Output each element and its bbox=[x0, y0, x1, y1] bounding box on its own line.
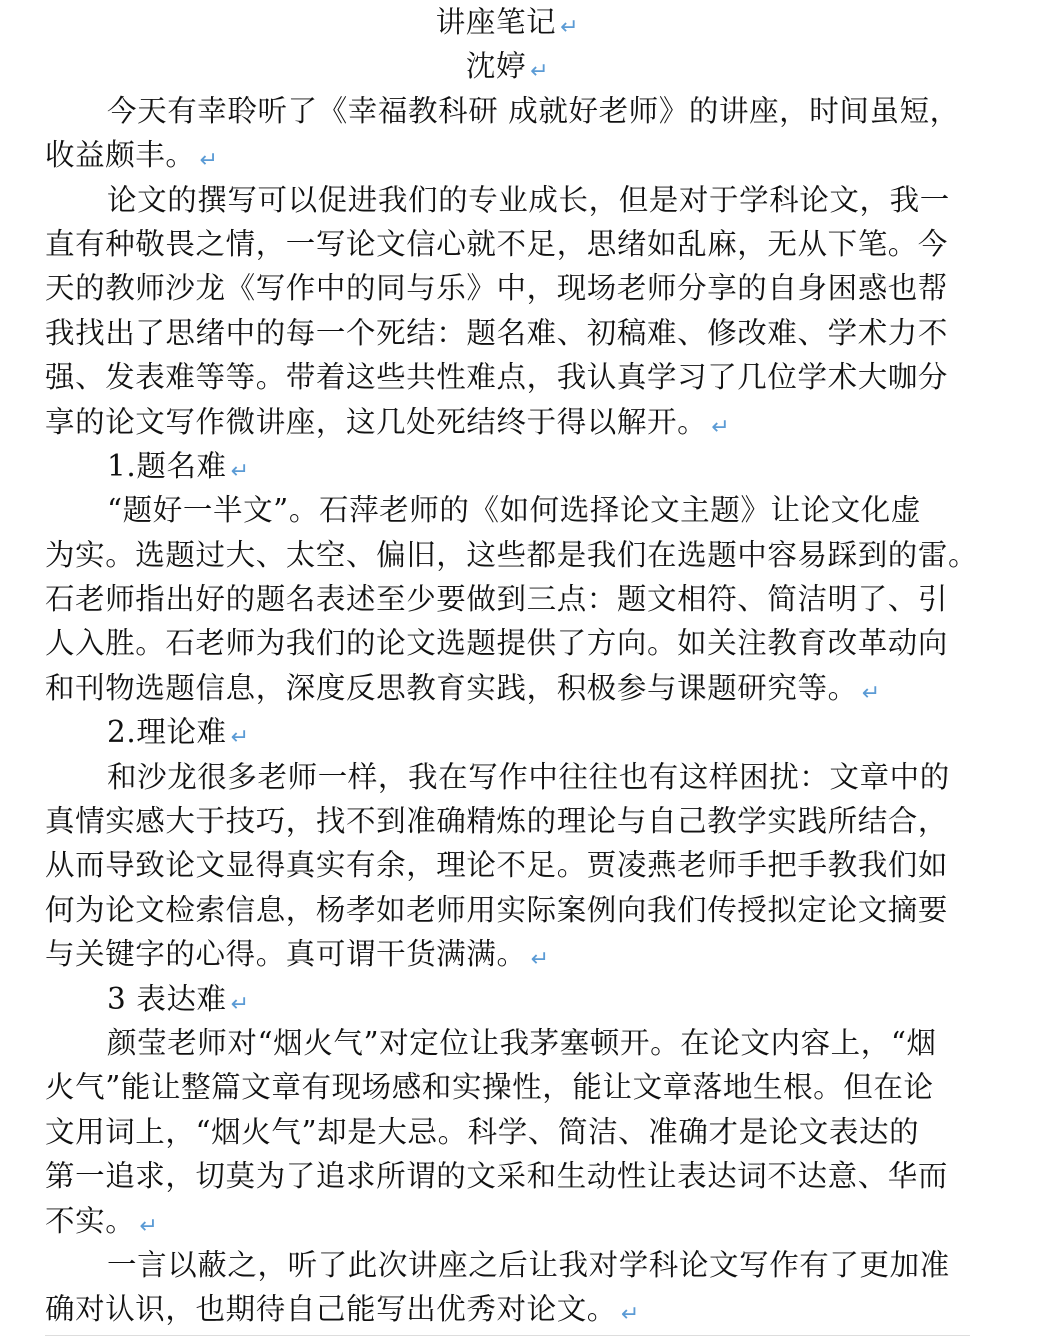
line-text: 3 表达难 bbox=[107, 981, 227, 1016]
line-text: 享的论文写作微讲座，这几处死结终于得以解开。 bbox=[45, 404, 708, 439]
line-text: 天的教师沙龙《写作中的同与乐》中，现场老师分享的自身困惑也帮 bbox=[45, 271, 949, 306]
line-text: 真情实感大于技巧，找不到准确精炼的理论与自己教学实践所结合， bbox=[45, 804, 949, 839]
paragraph-mark-icon: ↵ bbox=[530, 947, 550, 973]
line-text: 石老师指出好的题名表述至少要做到三点：题文相符、简洁明了、引 bbox=[45, 582, 949, 617]
line-text: 人入胜。石老师为我们的论文选题提供了方向。如关注教育改革动向 bbox=[45, 626, 949, 661]
page-bottom-divider bbox=[45, 1335, 970, 1336]
line-text: 论文的撰写可以促进我们的专业成长，但是对于学科论文，我一 bbox=[107, 182, 950, 217]
text-line bbox=[45, 843, 970, 887]
paragraph-mark-icon: ↵ bbox=[530, 59, 550, 85]
paragraph-mark-icon: ↵ bbox=[139, 1213, 159, 1239]
text-line bbox=[45, 1065, 970, 1109]
line-text: 为实。选题过大、太空、偏旧，这些都是我们在选题中容易踩到的雷。 bbox=[45, 537, 979, 572]
text-line bbox=[45, 1199, 970, 1243]
paragraph-mark-icon: ↵ bbox=[711, 414, 731, 440]
line-text: 与关键字的心得。真可谓干货满满。 bbox=[45, 937, 527, 972]
text-line bbox=[45, 577, 970, 621]
paragraph-mark-icon: ↵ bbox=[560, 15, 580, 40]
text-line bbox=[45, 355, 970, 399]
paragraph-mark-icon: ↵ bbox=[620, 1302, 640, 1328]
line-text: 确对认识，也期待自己能写出优秀对论文。 bbox=[45, 1292, 617, 1327]
paragraph-mark-icon: ↵ bbox=[861, 680, 881, 706]
text-line bbox=[45, 932, 970, 976]
paragraph-mark-icon: ↵ bbox=[230, 991, 250, 1017]
text-line bbox=[45, 888, 970, 932]
text-line bbox=[45, 133, 970, 177]
text-line bbox=[45, 533, 979, 577]
text-line bbox=[45, 666, 970, 710]
text-line bbox=[45, 1287, 970, 1331]
text-line bbox=[45, 89, 970, 133]
text-line bbox=[45, 1110, 970, 1154]
line-text: 2.理论难 bbox=[107, 715, 227, 750]
line-text: 沈婷 bbox=[465, 49, 527, 84]
line-text: 颜莹老师对“烟火气”对定位让我茅塞顿开。在论文内容上，“烟 bbox=[107, 1025, 937, 1060]
line-text: 火气”能让整篇文章有现场感和实操性，能让文章落地生根。但在论 bbox=[45, 1070, 934, 1105]
text-line bbox=[45, 222, 970, 266]
text-line bbox=[45, 488, 970, 532]
text-line bbox=[45, 710, 970, 754]
line-text: 讲座笔记 bbox=[435, 5, 557, 39]
text-line bbox=[45, 444, 970, 488]
text-line bbox=[45, 977, 970, 1021]
line-text: 从而导致论文显得真实有余，理论不足。贾凌燕老师手把手教我们如 bbox=[45, 848, 949, 883]
line-text: 一言以蔽之，听了此次讲座之后让我对学科论文写作有了更加准 bbox=[107, 1247, 950, 1282]
text-line bbox=[45, 755, 970, 799]
line-text: “题好一半文”。石萍老师的《如何选择论文主题》让论文化虚 bbox=[107, 493, 921, 528]
line-text: 强、发表难等等。带着这些共性难点，我认真学习了几位学术大咖分 bbox=[45, 360, 949, 395]
text-line bbox=[45, 621, 970, 665]
paragraph-mark-icon: ↵ bbox=[199, 148, 219, 174]
text-line bbox=[45, 1154, 970, 1198]
line-text: 和刊物选题信息，深度反思教育实践，积极参与课题研究等。 bbox=[45, 670, 858, 705]
text-line bbox=[45, 311, 970, 355]
text-line bbox=[45, 1243, 970, 1287]
text-line bbox=[45, 400, 970, 444]
text-line bbox=[45, 178, 970, 222]
line-text: 1.题名难 bbox=[107, 448, 227, 483]
line-text: 和沙龙很多老师一样，我在写作中往往也有这样困扰：文章中的 bbox=[107, 759, 950, 794]
line-text: 收益颇丰。 bbox=[45, 138, 196, 173]
document-page bbox=[45, 0, 979, 1332]
line-text: 第一追求，切莫为了追求所谓的文采和生动性让表达词不达意、华而 bbox=[45, 1159, 949, 1194]
line-text: 何为论文检索信息，杨孝如老师用实际案例向我们传授拟定论文摘要 bbox=[45, 892, 949, 927]
line-text: 文用词上，“烟火气”却是大忌。科学、简洁、准确才是论文表达的 bbox=[45, 1114, 920, 1149]
paragraph-mark-icon: ↵ bbox=[230, 725, 250, 751]
text-line bbox=[45, 1021, 970, 1065]
line-text: 今天有幸聆听了《幸福教科研 成就好老师》的讲座，时间虽短， bbox=[107, 93, 960, 128]
line-text: 直有种敬畏之情，一写论文信心就不足，思绪如乱麻，无从下笔。今 bbox=[45, 226, 949, 261]
document-title bbox=[45, 0, 970, 44]
line-text: 我找出了思绪中的每一个死结：题名难、初稿难、修改难、学术力不 bbox=[45, 315, 949, 350]
document-author bbox=[45, 44, 970, 88]
line-text: 不实。 bbox=[45, 1203, 136, 1238]
text-line bbox=[45, 799, 970, 843]
text-line bbox=[45, 266, 970, 310]
paragraph-mark-icon: ↵ bbox=[230, 458, 250, 484]
